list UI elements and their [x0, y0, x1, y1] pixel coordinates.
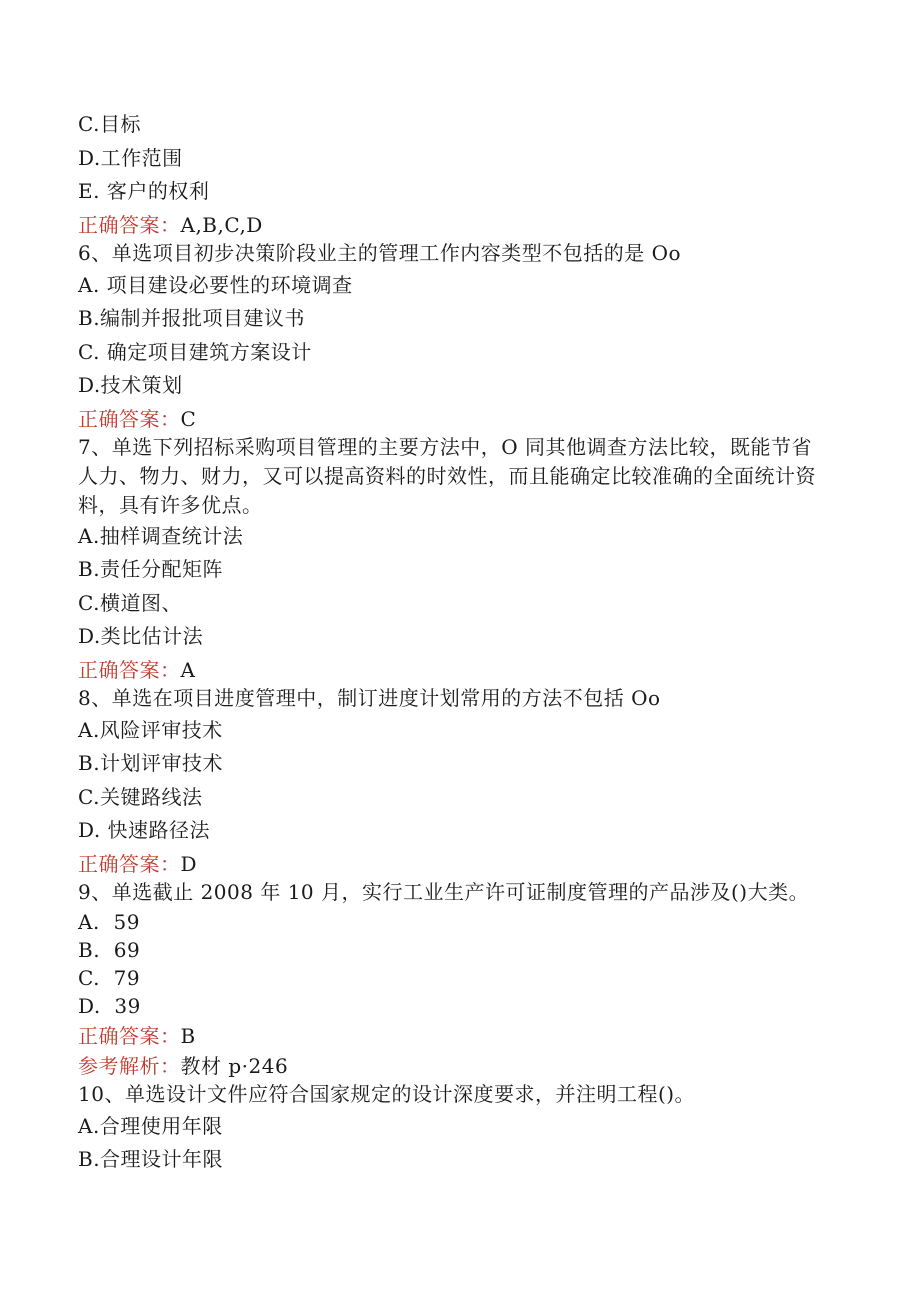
- q5-option-c: C.目标: [78, 112, 141, 136]
- q8-option-a: A.风险评审技术: [78, 717, 223, 742]
- answer-label: 正确答案：: [78, 212, 181, 237]
- explanation-value: 教材 p·246: [180, 1053, 289, 1078]
- q8-answer: [78, 848, 848, 878]
- q7-stem: 7、单选下列招标采购项目管理的主要方法中，O 同其他调查方法比较，既能节省人力、物力、财力，又可以提高资料的时效性，而且能确定比较准确的全面统计资料，具有许多优点。: [78, 434, 816, 517]
- q7-option-b: B.责任分配矩阵: [78, 557, 224, 581]
- q5-option-d: D.工作范围: [78, 145, 183, 170]
- answer-value: C: [180, 406, 197, 431]
- q9-option-b: B. 69: [78, 937, 141, 962]
- answer-label: 正确答案：: [78, 657, 181, 682]
- explanation-label: 参考解析：: [78, 1053, 181, 1078]
- q7-option-d: D.类比估计法: [78, 624, 204, 648]
- q8-option-d: D. 快速路径法: [78, 818, 211, 842]
- q8-option-c: C.关键路线法: [78, 784, 203, 809]
- q10-option-a: A.合理使用年限: [78, 1113, 223, 1138]
- q10-option-b: B.合理设计年限: [78, 1147, 224, 1171]
- q9-option-c: C. 79: [78, 965, 141, 990]
- q9-option-a: A. 59: [78, 909, 140, 934]
- q7-option-a: A.抽样调查统计法: [78, 523, 244, 548]
- answer-label: 正确答案：: [78, 406, 181, 431]
- q9-option-d: D. 39: [78, 993, 141, 1018]
- answer-value: B: [180, 1023, 196, 1048]
- q5-answer: [78, 209, 848, 239]
- answer-value: A,B,C,D: [180, 212, 263, 237]
- q8-stem: 8、单选在项目进度管理中，制订进度计划常用的方法不包括 Oo: [78, 685, 661, 710]
- q7-option-c: C.横道图、: [78, 590, 182, 615]
- q6-option-d: D.技术策划: [78, 373, 183, 397]
- question-document: [78, 108, 848, 1177]
- q5-option-e: E. 客户的权利: [78, 179, 210, 203]
- q9-stem: 9、单选截止 2008 年 10 月，实行工业生产许可证制度管理的产品涉及()大类。: [78, 879, 810, 904]
- answer-label: 正确答案：: [78, 851, 181, 876]
- q6-option-b: B.编制并报批项目建议书: [78, 306, 306, 330]
- answer-value: D: [180, 851, 198, 876]
- q10-stem: 10、单选设计文件应符合国家规定的设计深度要求，并注明工程()。: [78, 1081, 696, 1106]
- q7-answer: [78, 654, 848, 684]
- answer-value: A: [180, 657, 196, 682]
- q6-option-a: A. 项目建设必要性的环境调查: [78, 272, 353, 297]
- q6-option-c: C. 确定项目建筑方案设计: [78, 339, 312, 364]
- q6-answer: [78, 403, 848, 433]
- q9-answer: [78, 1020, 848, 1050]
- q6-stem: 6、单选项目初步决策阶段业主的管理工作内容类型不包括的是 Oo: [78, 240, 682, 265]
- q9-explanation: [78, 1050, 848, 1080]
- answer-label: 正确答案：: [78, 1023, 181, 1048]
- q8-option-b: B.计划评审技术: [78, 751, 224, 775]
